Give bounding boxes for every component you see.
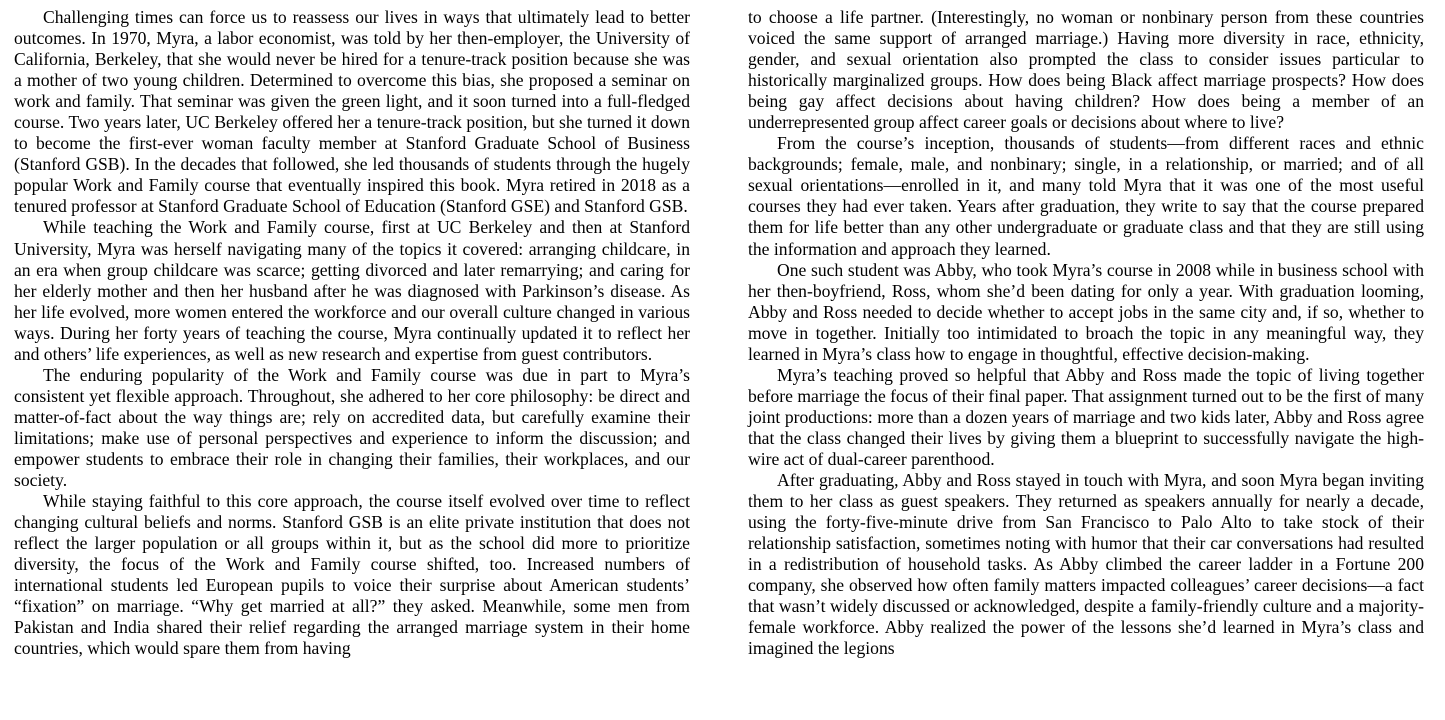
paragraph-core-philosophy: The enduring popularity of the Work and Family course was due in part to Myra’s consistent yet flexible approach. Throughout, she adhered to her core philosophy: be direct and matter-of-fact about the way things are; rely on accredited data, but carefully examine their limitations; make use of personal perspectives and experience to inform the discussion; and empower students to embrace their role in changing their families, their workplaces, and our society. — [14, 364, 690, 491]
paragraph-students-feedback: From the course’s inception, thousands of students—from different races and ethnic backgrounds; female, male, and nonbinary; single, in a relationship, or married; and of all sexual orientations—enrolled in it, and many told Myra that it was one of the most useful courses they had ever taken. Years after graduation, they write to say that the course prepared them for life better than any other undergraduate or graduate class and that they are still using the information and approach they learned. — [748, 133, 1424, 259]
paragraph-continuation: to choose a life partner. (Interestingly, no woman or nonbinary person from these countries voiced the same support of arranged marriage.) Having more diversity in race, ethnicity, gender, and sexual orientation also prompted the class to consider issues particular to historically marginalized groups. How does being Black affect marriage prospects? How does being gay affect decisions about having children? How does being a member of an underrepresented group affect career goals or decisions about where to live? — [748, 7, 1424, 133]
paragraph-teaching-life: While teaching the Work and Family course, first at UC Berkeley and then at Stanford University, Myra was herself navigating many of the topics it covered: arranging childcare, in an era when group childcare was scarce; getting divorced and later remarrying; and caring for her elderly mother and then her husband after he was diagnosed with Parkinson’s disease. As her life evolved, more women entered the workforce and our overall culture changed in various ways. During her forty years of teaching the course, Myra continually updated it to reflect her and others’ life experiences, as well as new research and expertise from guest contributors. — [14, 217, 690, 364]
paragraph-guest-speakers: After graduating, Abby and Ross stayed in touch with Myra, and soon Myra began inviting them to her class as guest speakers. They returned as speakers annually for nearly a decade, using the forty-five-minute drive from San Francisco to Palo Alto to take stock of their relationship satisfaction, sometimes noting with humor that their car conversations had resulted in a redistribution of household tasks. As Abby climbed the career ladder in a Fortune 200 company, she observed how often family matters impacted colleagues’ career decisions—a fact that wasn’t widely discussed or acknowledged, despite a family-friendly culture and a majority-female workforce. Abby realized the power of the lessons she’d learned in Myra’s class and imagined the legions — [748, 470, 1424, 659]
paragraph-abby-ross-intro: One such student was Abby, who took Myra’s course in 2008 while in business school with her then-boyfriend, Ross, whom she’d been dating for only a year. With graduation looming, Abby and Ross needed to decide whether to accept jobs in the same city and, if so, whether to move in together. Initially too intimidated to broach the topic in any meaningful way, they learned in Myra’s class how to engage in thoughtful, effective decision-making. — [748, 259, 1424, 364]
left-column — [14, 7, 690, 659]
paragraph-myra-background: Challenging times can force us to reassess our lives in ways that ultimately lead to better outcomes. In 1970, Myra, a labor economist, was told by her then-employer, the University of California, Berkeley, that she would never be hired for a tenure-track position because she was a mother of two young children. Determined to overcome this bias, she proposed a seminar on work and family. That seminar was given the green light, and it soon turned into a full-fledged course. Two years later, UC Berkeley offered her a tenure-track position, but she turned it down to become the first-ever woman faculty member at Stanford Graduate School of Business (Stanford GSB). In the decades that followed, she led thousands of students through the hugely popular Work and Family course that eventually inspired this book. Myra retired in 2018 as a tenured professor at Stanford Graduate School of Education (Stanford GSE) and Stanford GSB. — [14, 7, 690, 217]
paragraph-course-evolution: While staying faithful to this core approach, the course itself evolved over time to reflect changing cultural beliefs and norms. Stanford GSB is an elite private institution that does not reflect the larger population or all groups within it, but as the school did more to prioritize diversity, the focus of the Work and Family course shifted, too. Increased numbers of international students led European pupils to voice their surprise about American students’ “fixation” on marriage. “Why get married at all?” they asked. Meanwhile, some men from Pakistan and India shared their relief regarding the arranged marriage system in their home countries, which would spare them from having — [14, 491, 690, 659]
paragraph-final-paper: Myra’s teaching proved so helpful that Abby and Ross made the topic of living together before marriage the focus of their final paper. That assignment turned out to be the first of many joint productions: more than a dozen years of marriage and two kids later, Abby and Ross agree that the class changed their lives by giving them a blueprint to successfully navigate the high-wire act of dual-career parenthood. — [748, 364, 1424, 469]
right-column — [748, 7, 1424, 659]
